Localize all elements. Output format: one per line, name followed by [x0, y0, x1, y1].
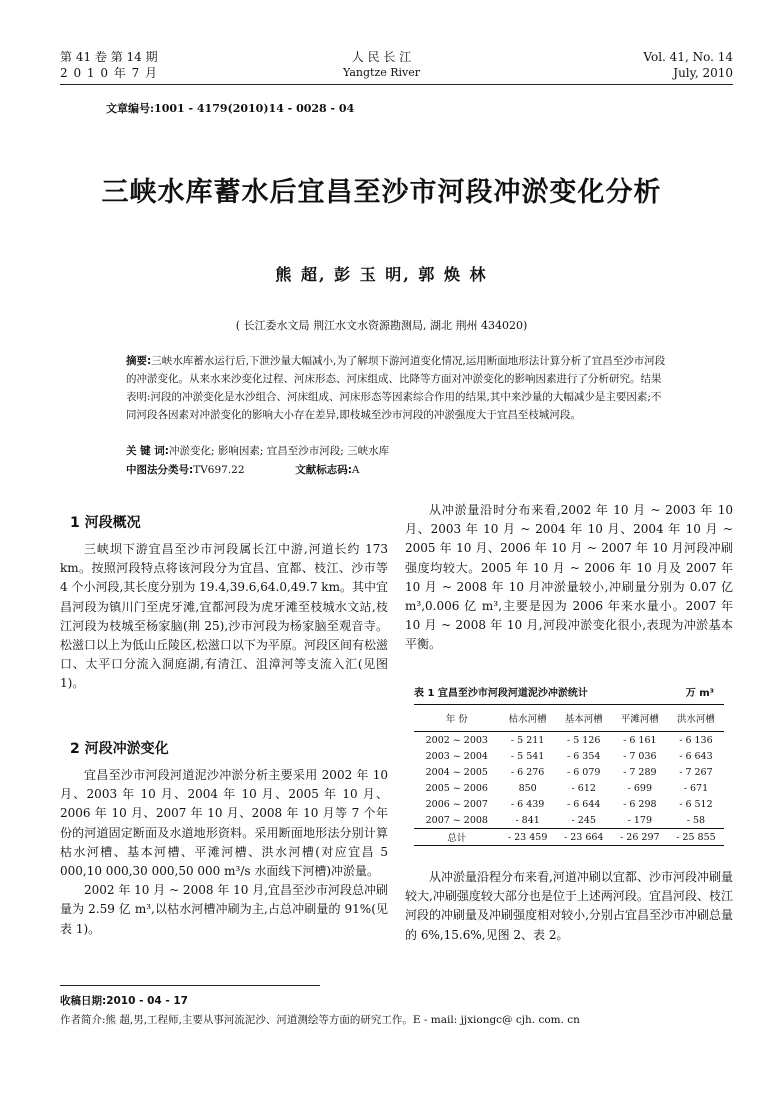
doc-code-value: A — [351, 464, 360, 476]
journal-date: 2 0 1 0 年 7 月 — [60, 66, 159, 80]
table-cell: - 179 — [627, 814, 653, 826]
journal-volume: 第 41 卷 第 14 期 — [60, 50, 158, 64]
table-cell: - 6 354 — [567, 750, 601, 762]
journal-name: 人 民 长 江 — [351, 50, 412, 64]
table-cell: - 5 211 — [510, 734, 545, 746]
table-cell: 2006 ~ 2007 — [425, 798, 488, 810]
table-cell: - 612 — [571, 782, 596, 794]
table-cell: - 671 — [683, 782, 709, 794]
table-total-row — [414, 829, 724, 846]
table-cell: - 6 298 — [623, 798, 657, 810]
table-cell: - 5 126 — [567, 734, 601, 746]
table-row — [414, 732, 724, 749]
table-cell: 2002 ~ 2003 — [425, 734, 488, 746]
paragraph: 2002 年 10 月 ~ 2008 年 10 月,宜昌至沙市河段总冲刷量为 2.59 亿 m³,以枯水河槽冲刷为主,占总冲刷量的 91%(见表 1)。 — [60, 883, 389, 936]
section-1-title: 1 河段概况 — [70, 515, 141, 531]
keywords — [126, 443, 666, 458]
section-2-body — [60, 766, 388, 939]
received-date-text: 收稿日期:2010 - 04 - 17 — [60, 995, 188, 1007]
table-row — [414, 812, 724, 829]
table-cell: - 7 036 — [623, 750, 657, 762]
table-cell: - 7 289 — [623, 766, 657, 778]
right-column-bottom — [405, 868, 733, 945]
table-cell: - 6 079 — [567, 766, 601, 778]
doc-code-label: 文献标志码: — [295, 464, 352, 476]
authors: 熊 超, 彭 玉 明, 郭 焕 林 — [275, 265, 488, 284]
table-unit: 万 m³ — [685, 688, 714, 699]
abstract-text: 三峡水库蓄水运行后,下泄沙量大幅减小,为了解坝下游河道变化情况,运用断面地形法计算分析了宜昌至沙市河段的冲淤变化。从来水来沙变化过程、河床形态、河床组成、比降等方面对冲淤变化的影响因素进行了分析研究。结果表明:河段的冲淤变化是水沙组合、河床组成、河床形态等因素综合作用的结果,其中来沙量的大幅减少是主要因素;不同河段各因素对冲淤变化的影响大小存在差异,即枝城至沙市河段的冲淤强度大于宜昌至枝城河段。 — [126, 355, 666, 421]
table-header: 基本河槽 — [556, 705, 612, 732]
table-cell: - 7 267 — [679, 766, 713, 778]
paper-title: 三峡水库蓄水后宜昌至沙市河段冲淤变化分析 — [101, 177, 662, 208]
table-row — [414, 764, 724, 780]
table-cell: - 23 459 — [500, 829, 556, 846]
table-title: 表 1 宜昌至沙市河段河道泥沙冲淤统计 — [414, 688, 588, 699]
table-cell: 2007 ~ 2008 — [425, 814, 488, 826]
table-row — [414, 796, 724, 812]
keywords-text: 冲淤变化; 影响因素; 宜昌至沙市河段; 三峡水库 — [169, 445, 390, 457]
author-bio: 作者简介:熊 超,男,工程师,主要从事河流泥沙、河道测绘等方面的研究工作。E - mail: jjxiongc@ cjh. com. cn — [60, 1014, 580, 1026]
table-cell: - 6 512 — [679, 798, 713, 810]
table-cell: 总计 — [414, 829, 500, 846]
abstract — [126, 352, 666, 424]
clc-label: 中图法分类号: — [126, 464, 194, 476]
table-cell: - 6 276 — [510, 766, 545, 778]
keywords-label: 关 键 词: — [126, 445, 170, 457]
table-header: 枯水河槽 — [500, 705, 556, 732]
affiliation: ( 长江委水文局 荆江水文水资源勘测局, 湖北 荆州 434020) — [235, 319, 528, 332]
section-1-body — [60, 540, 388, 694]
table-cell: - 245 — [571, 814, 596, 826]
right-column-top — [405, 501, 733, 655]
header-rule — [60, 84, 733, 85]
table-cell: - 841 — [515, 814, 540, 826]
table-cell: - 5 541 — [510, 750, 545, 762]
classification — [126, 462, 666, 477]
received-date — [60, 993, 733, 1008]
abstract-label: 摘要: — [126, 355, 152, 367]
table-header: 平滩河槽 — [612, 705, 668, 732]
article-id: 文章编号:1001 - 4179(2010)14 - 0028 - 04 — [106, 102, 355, 115]
table-header: 年 份 — [414, 705, 500, 732]
clc-value: TV697.22 — [193, 464, 245, 476]
table-caption — [414, 684, 724, 699]
table-1 — [414, 704, 724, 846]
table-cell: - 6 439 — [510, 798, 545, 810]
paragraph: 三峡坝下游宜昌至沙市河段属长江中游,河道长约 173 km。按照河段特点将该河段分为宜昌、宜都、枝江、沙市等 4 个小河段,其长度分别为 19.4,39.6,64.0,49.7 km。其中宜昌河段为镇川门至虎牙滩,宜都河段为虎牙滩至枝城水文站,枝江河段为枝城至杨家脑(荆 25),沙市河段为杨家脑至观音寺。松滋口以上为低山丘陵区,松滋口以下为平原。河段区间有松滋口、太平口分流入洞庭湖,有清江、沮漳河等支流入汇(见图 1)。 — [60, 542, 388, 691]
table-cell: - 6 644 — [567, 798, 601, 810]
table-cell: - 699 — [627, 782, 653, 794]
paragraph: 宜昌至沙市河段河道泥沙冲淤分析主要采用 2002 年 10 月、2003 年 10 月、2004 年 10 月、2005 年 10 月、2006 年 10 月、2007 年 10 月、2008 年 10 月等 7 个年份的河道固定断面及水道地形资料。采用断面地形法分别计算枯水河槽、基本河槽、平滩河槽、洪水河槽(对应宜昌 5 000,10 000,30 000,50 000 m³/s 水面线下河槽)冲淤量。 — [60, 768, 388, 879]
footnote-rule — [60, 985, 320, 986]
table-cell: 2004 ~ 2005 — [425, 766, 488, 778]
table-cell: 850 — [518, 782, 537, 794]
paragraph: 从冲淤量沿程分布来看,河道冲刷以宜都、沙市河段冲刷量较大,冲刷强度较大部分也是位于上述两河段。宜昌河段、枝江河段的冲刷量及冲刷强度相对较小,分别占宜昌至沙市冲刷总量的 6%,15.6%,见图 2、表 2。 — [405, 870, 733, 942]
table-cell: - 23 664 — [556, 829, 612, 846]
table-cell: 2005 ~ 2006 — [425, 782, 488, 794]
table-cell: - 25 855 — [668, 829, 724, 846]
table-header: 洪水河槽 — [668, 705, 724, 732]
table-row — [414, 780, 724, 796]
table-cell: - 6 136 — [679, 734, 713, 746]
table-cell: - 26 297 — [612, 829, 668, 846]
table-cell: - 58 — [686, 814, 706, 826]
table-row — [414, 748, 724, 764]
table-cell: - 6 161 — [623, 734, 657, 746]
paragraph: 从冲淤量沿时分布来看,2002 年 10 月 ~ 2003 年 10 月、2003 年 10 月 ~ 2004 年 10 月、2004 年 10 月 ~ 2005 年 10 月、2006 年 10 月 ~ 2007 年 10 月河段冲刷强度均较大。2005 年 10 月 ~ 2006 年 10 月及 2007 年 10 月 ~ 2008 年 10 月冲淤量较小,冲刷量分别为 0.07 亿 m³,0.006 亿 m³,主要是因为 2006 年来水量小。2007 年 10 月 ~ 2008 年 10 月,河段冲淤变化很小,表现为冲淤基本平衡。 — [405, 503, 733, 652]
table-cell: 2003 ~ 2004 — [425, 750, 488, 762]
journal-date-en: July, 2010 — [673, 66, 733, 80]
journal-volume-en: Vol. 41, No. 14 — [643, 50, 733, 64]
journal-name-en: Yangtze River — [342, 66, 421, 79]
table-cell: - 6 643 — [679, 750, 713, 762]
section-2-title: 2 河段冲淤变化 — [70, 741, 169, 757]
